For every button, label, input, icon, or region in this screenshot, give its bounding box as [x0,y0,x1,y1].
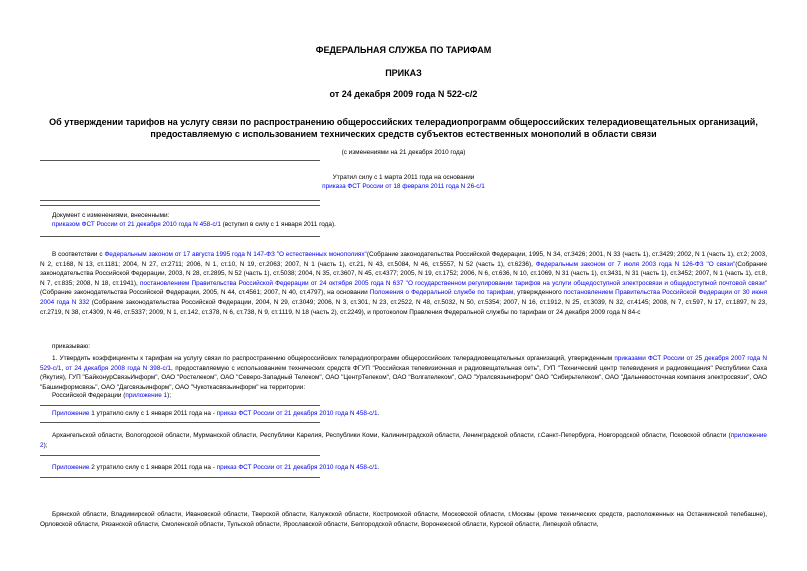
item-1-text: , предоставляемую с использованием технических средств ФГУП "Российская телевизионная и радиовещательная сеть", ГУП "Технический центр телевидения и радиовещания" Республики Саха (Якутия), ГУП "БайконурСвязьИнформ", ОАО "Ростелеком", ОАО "Северо-Западный Телеком", ОАО "ЦентрТелеком", ОАО "Волгателеком", ОАО "Уралсвязьинформ" ОАО "Сибирьтелеком", ОАО "Дальневосточная компания электросвязи", ОАО "Башинформсвязь", ОАО "Дагсвязьинформ", ОАО "Чукоткасвязьинформ" на территории: [40,364,767,391]
divider [40,236,320,237]
preamble-paragraph [40,250,767,317]
annex-1-link[interactable]: приложение 1 [125,392,168,399]
divider [40,200,320,201]
changes-doc-label: Документ с изменениями, внесенными: [52,212,170,219]
orders-label: приказываю: [52,343,90,350]
preamble-text: (Собрание законодательства Российской Федерации, 2003, N 28, ст.2895, N 52 (часть 1), ст.5038; 2004, N 35, ст.3607, N 45, ст.4377; 2005, N 19, ст.1752; 2006, N 6, ст.636, N 10, ст.1069, N 31 (часть 1), ст.3431, N 31 (часть 1), ст.3452; 2007, N 1 (часть 1), ст.8, N 7, ст.835; 2008, N 18, ст.1941), [40,260,768,287]
divider [40,455,320,456]
doc-type-heading: ПРИКАЗ [385,68,422,78]
item-1-text: , [61,364,66,372]
annex-1-note [52,409,379,418]
fst-regulation-link[interactable]: Положения о Федеральной службе по тарифам [369,289,514,297]
resolution-637-link[interactable]: постановлением Правительства Российской Федерации от 24 октября 2005 года N 637 "О государственном регулировании тарифов на услуги общедоступной электросвязи и общедоступной почтовой связи" [139,279,767,287]
agency-heading: ФЕДЕРАЛЬНАЯ СЛУЖБА ПО ТАРИФАМ [315,45,492,55]
annex-1-note-text: 1 утратило силу с 1 января 2011 года на - [89,410,217,417]
annex-2-link[interactable]: приложение 2 [40,432,767,449]
changes-doc-line [52,220,752,229]
amendments-note: (с изменениями на 21 декабря 2010 года) [341,149,466,156]
title-line-1: Об утверждении тарифов на услугу связи по распространению общероссийских телерадиопрограмм общероссийских телерадиовещательных организаций, [49,117,758,127]
preamble-text: В соответствии с [52,251,105,258]
annex-2-note-link[interactable]: Приложение [52,464,90,471]
divider [40,205,320,206]
item-1-text: 1. Утвердить коэффициенты к тарифам на услугу связи по распространению общероссийских телерадиопрограмм общероссийских телерадиовещательных организаций, утвержденным [52,355,615,362]
annex-1-note-text: . [377,410,380,417]
changes-doc-block [52,211,752,229]
annex-2-note-text: 2 утратило силу с 1 января 2011 года на - [89,464,217,471]
date-number-heading: от 24 декабря 2009 года N 522-с/2 [329,89,478,99]
item-1-paragraph [40,354,767,392]
law-147-link[interactable]: Федеральным законом от 17 августа 1995 года N 147-ФЗ "О естественных монополиях" [104,251,367,258]
divider [40,422,320,423]
preamble-text: , утвержденного [513,289,564,297]
repeal-link[interactable]: приказа ФСТ России от 18 февраля 2011 года N 26-с/1 [322,183,485,191]
preamble-text: (Собрание законодательства Российской Федерации, 2005, N 44, ст.4561; 2007, N 40, ст.4797), на основании [40,289,370,297]
annex-1-note-link[interactable]: Приложение [52,410,90,417]
resolution-332-link[interactable]: постановлением Правительства Российской Федерации от 30 июня 2004 года N 332 [40,289,768,306]
annex-2-note [52,463,379,472]
regions-1-text: Архангельской области, Вологодской области, Мурманской области, Республики Карелия, Республики Коми, Калининградской области, Ленинградской области, г.Санкт-Петербурга, Новгородской области, Псковской области ( [52,432,731,439]
title-line-2: предоставляемую с использованием технических средств субъектов естественных монополий в области связи [150,129,657,139]
order-398-link[interactable]: от 24 декабря 2008 года N 398-с/1 [65,364,172,372]
order-529-link[interactable]: приказами ФСТ России от 25 декабря 2007 года N 529-с/1 [40,355,767,372]
regions-1-text: ); [43,441,48,449]
divider [40,477,320,478]
repeal-line: Утратил силу с 1 марта 2011 года на основании [332,174,475,181]
regions-2-paragraph: Брянской области, Владимирской области, Ивановской области, Тверской области, Калужской области, Костромской области, Московской области, г.Москвы (кроме технических средств, расположенных на Останкинской телебашне), Орловской области, Рязанской области, Смоленской области, Тульской области, Ярославской области, Белгородской области, Воронежской области, Курской области, Липецкой области, [40,511,767,528]
rf-line [52,391,171,400]
regions-1-paragraph [40,431,767,450]
repeal-note [0,173,807,191]
preamble-text: (Собрание законодательства Российской Федерации, 1995, N 34, ст.3426; 2001, N 33 (часть 1), ст.3429; 2002, N 1 (часть 1), ст.2; 2003, N 2, ст.168, N 13, ст.1181; 2004, N 27, ст.2711; 2006, N 1, ст.10, N 19, ст.2063; 2007, N 1 (часть 1), ст.21, N 43, ст.5084, N 46, ст.5557, N 52 (часть 1), ст.6236), [40,251,767,268]
law-126-link[interactable]: Федеральным законом от 7 июля 2003 года N 126-ФЗ "О связи" [535,260,736,268]
rf-text: Российской Федерации ( [52,392,126,399]
order-458-link[interactable]: приказ ФСТ России от 21 декабря 2010 года N 458-с/1 [216,410,378,417]
changes-doc-link[interactable]: приказом ФСТ России от 21 декабря 2010 года N 458-с/1 [52,221,221,229]
document-title [40,116,767,140]
annex-2-note-text: . [377,464,380,471]
rf-text: ); [167,392,171,399]
changes-doc-suffix: (вступил в силу с 1 января 2011 года). [220,221,336,229]
divider [40,160,320,161]
order-458-link[interactable]: приказ ФСТ России от 21 декабря 2010 года N 458-с/1 [216,464,378,471]
preamble-text: (Собрание законодательства Российской Федерации, 2004, N 29, ст.3049; 2006, N 3, ст.301, N 23, ст.2522, N 48, ст.5032, N 50, ст.5354; 2007, N 16, ст.1912, N 25, ст.3039, N 32, ст.4145; 2008, N 7, ст.597, N 17, ст.1897, N 23, ст.2719, N 38, ст.4309, N 46, ст.5337; 2009, N 1, ст.142, ст.378, N 6, ст.738, N 9, ст.1119, N 18 (часть 2), ст.2249), и протоколом Правления Федеральной службы по тарифам от 24 декабря 2009 года N 84-с [40,298,767,316]
divider [40,405,320,406]
